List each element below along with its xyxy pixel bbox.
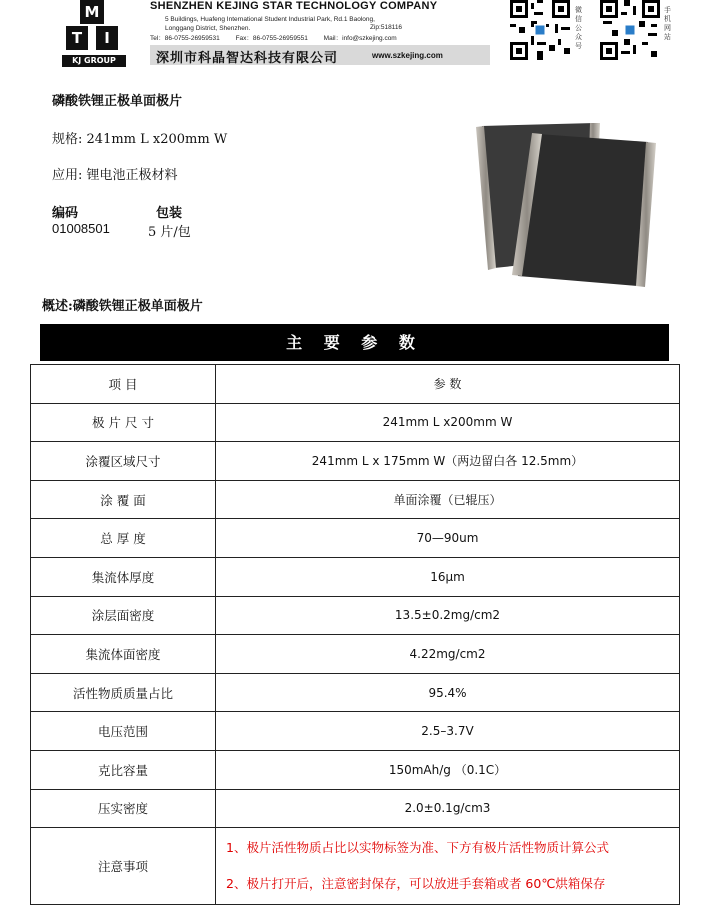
logo-letter-t: T: [71, 29, 83, 47]
table-row: [31, 712, 680, 751]
note-item: 2、极片打开后，注意密封保存，可以放进手套箱或者 60℃烘箱保存: [226, 876, 606, 892]
pack-label: 包装: [156, 206, 183, 221]
row-key: 涂 覆 面: [31, 480, 216, 519]
logo-group-text: KJ GROUP: [62, 55, 126, 67]
logo-letter-m: M: [84, 3, 100, 21]
notes-row: [31, 828, 680, 905]
table-row: [31, 403, 680, 442]
table-row: [31, 557, 680, 596]
mobile-site-qr-code-icon: [600, 0, 660, 60]
row-value: 2.5–3.7V: [216, 712, 680, 751]
table-row: [31, 789, 680, 828]
fax: Fax：86-0755-26959551: [235, 35, 308, 42]
table-row: [31, 673, 680, 712]
row-value: 4.22mg/cm2: [216, 635, 680, 674]
row-value: 单面涂覆（已辊压）: [216, 480, 680, 519]
row-value: 2.0±0.1g/cm3: [216, 789, 680, 828]
letterhead: [0, 0, 721, 72]
table-header-item: 项 目: [31, 365, 216, 404]
parameters-table: [30, 364, 680, 905]
overview: 概述:磷酸铁锂正极单面极片: [42, 299, 203, 314]
table-row: [31, 635, 680, 674]
row-key: 电压范围: [31, 712, 216, 751]
code-label: 编码: [52, 206, 79, 221]
logo-letter-i: I: [104, 29, 110, 47]
application-label: 应用:: [52, 168, 83, 183]
application-value: 锂电池正极材料: [86, 168, 178, 183]
row-key: 克比容量: [31, 750, 216, 789]
electrode-sheet-photo: [470, 118, 670, 288]
table-row: [31, 596, 680, 635]
row-key: 总 厚 度: [31, 519, 216, 558]
wechat-qr-code-icon: [510, 0, 570, 60]
row-key: 涂层面密度: [31, 596, 216, 635]
code-value: 01008501: [52, 221, 110, 236]
table-header-row: [31, 365, 680, 404]
row-value: 95.4%: [216, 673, 680, 712]
note-item: 1、极片活性物质占比以实物标签为准、下方有极片活性物质计算公式: [226, 840, 609, 856]
row-value: 16μm: [216, 557, 680, 596]
row-value: 241mm L x200mm W: [216, 403, 680, 442]
table-row: [31, 442, 680, 481]
spec-value: 241mm L x200mm W: [86, 132, 228, 147]
row-key: 集流体面密度: [31, 635, 216, 674]
row-key: 活性物质质量占比: [31, 673, 216, 712]
row-value: 13.5±0.2mg/cm2: [216, 596, 680, 635]
pack-value: 5 片/包: [148, 225, 191, 240]
company-name-cn: 深圳市科晶智达科技有限公司: [156, 51, 339, 66]
tel: Tel：86-0755-26959531: [150, 35, 220, 42]
table-row: [31, 480, 680, 519]
row-value: 150mAh/g （0.1C）: [216, 750, 680, 789]
company-address: 5 Buildings, Huafeng International Student Industrial Park, Rd.1 Baolong, Longgang District, Shenzhen.: [165, 16, 375, 32]
company-name-en: SHENZHEN KEJING STAR TECHNOLOGY COMPANY: [150, 0, 438, 12]
mail: Mail：info@szkejing.com: [323, 35, 397, 42]
contact-line: [150, 33, 411, 42]
application-line: [52, 164, 178, 183]
spec-label: 规格:: [52, 132, 83, 147]
notes-label: 注意事项: [31, 828, 216, 905]
mobile-qr-label: 手机网站: [664, 6, 671, 41]
row-key: 极 片 尺 寸: [31, 403, 216, 442]
notes-cell: [216, 828, 680, 905]
table-row: [31, 519, 680, 558]
table-header-param: 参 数: [216, 365, 680, 404]
row-key: 集流体厚度: [31, 557, 216, 596]
spec-line: [52, 128, 227, 147]
wechat-qr-label: 微信公众号: [575, 6, 582, 50]
main-parameters-title: 主 要 参 数: [40, 324, 669, 361]
table-row: [31, 750, 680, 789]
row-key: 压实密度: [31, 789, 216, 828]
row-value: 70—90um: [216, 519, 680, 558]
row-value: 241mm L x 175mm W（两边留白各 12.5mm）: [216, 442, 680, 481]
row-key: 涂覆区域尺寸: [31, 442, 216, 481]
product-name: 磷酸铁锂正极单面极片: [52, 94, 183, 109]
zip-code: Zip:518116: [370, 24, 403, 31]
company-logo: [62, 0, 126, 68]
website: www.szkejing.com: [372, 51, 443, 60]
